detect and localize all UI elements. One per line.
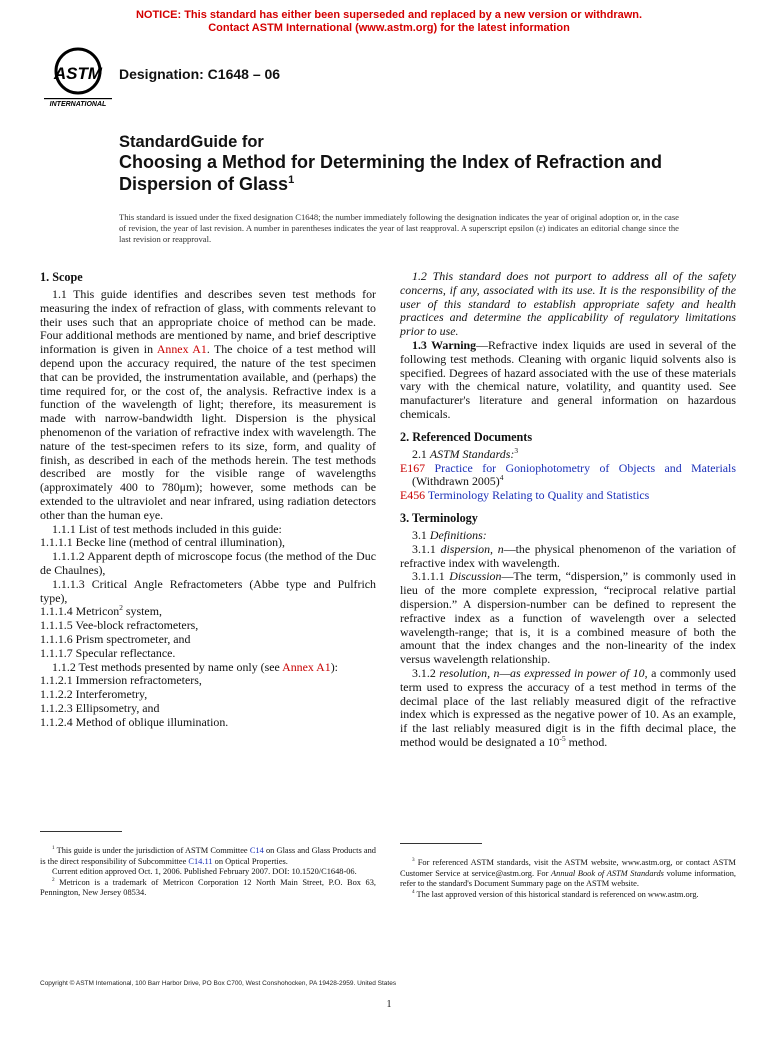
footnote-1-marker: 1 — [52, 845, 55, 852]
supersede-notice — [0, 9, 778, 34]
p311-term: dispersion, n — [440, 541, 504, 556]
footnote-3-marker: 3 — [412, 857, 415, 864]
fn1-text-c: on Optical Properties. — [212, 856, 288, 866]
list-item: 1.1.2.4 Method of oblique illumination. — [40, 714, 229, 729]
paragraph-3-1-1 — [400, 543, 736, 571]
paragraph-1-1-2 — [40, 661, 376, 675]
reference-title-link[interactable]: Terminology Relating to Quality and Statistics — [427, 488, 650, 503]
paragraph-3-1-1-1 — [400, 570, 736, 667]
item4-suffix: system, — [122, 604, 162, 619]
p21-label: 2.1 — [412, 446, 427, 461]
list-item: 1.1.2.2 Interferometry, — [40, 687, 148, 702]
item4-text: 1.1.1.4 Metricon — [40, 604, 120, 619]
footnote-ref-4[interactable]: 4 — [499, 473, 504, 483]
fn2-text: Metricon is a trademark of Metricon Corporation 12 North Main Street, P.O. Box 63, Pennington, New Jersey 08534. — [40, 877, 376, 897]
paragraph-3-1 — [400, 529, 736, 543]
footnotes-right — [400, 858, 736, 900]
astm-logo — [44, 46, 112, 108]
title-main — [119, 152, 719, 195]
fn3-text-b: volume information, refer to the standard's Document Summary page on the ASTM website. — [400, 868, 736, 888]
right-column — [400, 270, 736, 750]
paragraph-2-1 — [400, 445, 736, 462]
fn3-text-a: For referenced ASTM standards, visit the ASTM website, www.astm.org, or contact ASTM Customer Service at service@astm.org. For — [400, 858, 736, 878]
p311-label: 3.1.1 — [412, 541, 436, 556]
reference-suffix: (Withdrawn 2005) — [412, 474, 500, 489]
p112-text: 1.1.2 Test methods presented by name only (see — [52, 659, 280, 674]
title-main-text: Choosing a Method for Determining the Index of Refraction and Dispersion of Glass — [119, 152, 663, 194]
section-heading-scope: 1. Scope — [40, 270, 83, 284]
p312-text: , a commonly used term used to express the accuracy of a test method in terms of the decimal place of the last reliably measured digit of the refractive index which is expressed as the negative power of 10. As an example, if the last reliably measured digit is in the fifth decimal place, the method would be designated a 10 — [400, 665, 736, 749]
fn1-text-b: on Glass and Glass Products and is the direct responsibility of Subcommittee — [40, 846, 376, 866]
footnote-4 — [400, 890, 736, 901]
list-item: 1.1.1.7 Specular reflectance. — [40, 645, 176, 660]
logo-text: ASTM — [53, 64, 103, 83]
warning-text: —Refractive index liquids are used in several of the following test methods. Cleaning with organic liquid solvents also is specified. Degrees of hazard associated with the use of these materials vary with the chemical nature, volatility, and quantity used. See manufacturer's literature and general information on hazardous chemicals. — [400, 337, 736, 421]
title-footnote-ref[interactable]: 1 — [288, 173, 295, 186]
list-item: 1.1.1.1 Becke line (method of central illumination), — [40, 535, 286, 550]
paragraph-1-1 — [40, 288, 376, 523]
p312-label: 3.1.2 — [412, 665, 436, 680]
annex-a1-link[interactable]: Annex A1 — [156, 342, 207, 357]
paragraph-1-2 — [400, 270, 736, 339]
safety-statement: 1.2 This standard does not purport to address all of the safety concerns, if any, associated with its use. It is the responsibility of the user of this standard to establish appropriate safety and health practices and determine the applicability of regulatory limitations prior to use. — [400, 269, 736, 339]
footnote-rule-right — [400, 843, 482, 844]
list-item: 1.1.1.3 Critical Angle Refractometers (Abbe type and Pulfrich type), — [40, 576, 376, 605]
list-item: 1.1.2.1 Immersion refractometers, — [40, 673, 202, 688]
reference-item — [400, 489, 736, 503]
list-item — [40, 605, 376, 619]
p311-text: —the physical phenomenon of the variation of refractive index with wavelength. — [400, 541, 736, 570]
section-heading-referenced: 2. Referenced Documents — [400, 429, 533, 444]
footnote-1 — [40, 846, 376, 867]
p31-italic: Definitions: — [429, 527, 487, 542]
page-number: 1 — [386, 999, 392, 1010]
list-item: 1.1.1.5 Vee-block refractometers, — [40, 618, 199, 633]
paragraph-1-3 — [400, 339, 736, 422]
reference-item — [400, 462, 736, 490]
copyright-footer: Copyright © ASTM International, 100 Barr Harbor Drive, PO Box C700, West Conshohocken, PA 19428-2959. United States — [40, 980, 397, 987]
section-heading-terminology: 3. Terminology — [400, 510, 478, 525]
logo-subtext: INTERNATIONAL — [49, 101, 107, 108]
edition-note: Current edition approved Oct. 1, 2006. Published February 2007. DOI: 10.1520/C1648-06. — [52, 867, 357, 876]
footnote-rule-left — [40, 831, 122, 832]
p31-label: 3.1 — [412, 527, 427, 542]
footnote-4-marker: 4 — [412, 888, 415, 895]
p312-exponent: -5 — [559, 733, 566, 743]
p312-term: resolution, n—as expressed in power of 10 — [439, 665, 645, 680]
reference-code-link[interactable]: E167 — [400, 460, 426, 475]
fn4-text: The last approved version of this historical standard is referenced on www.astm.org. — [414, 889, 699, 899]
fn3-italic: Annual Book of ASTM Standards — [551, 868, 664, 878]
left-column — [40, 270, 376, 730]
footnote-ref-2[interactable]: 2 — [119, 603, 123, 613]
notice-line-2: Contact ASTM International (www.astm.org) for the latest information — [208, 21, 570, 34]
reference-code-link[interactable]: E456 — [400, 488, 426, 503]
committee-c14-link[interactable]: C14 — [249, 846, 264, 855]
subcommittee-link[interactable]: C14.11 — [188, 856, 213, 866]
list-item: 1.1.1.2 Apparent depth of microscope focus (the method of the Duc de Chaulnes), — [40, 549, 376, 577]
title-prefix: StandardGuide for — [119, 133, 264, 151]
footnote-3 — [400, 858, 736, 890]
p3111-label: 3.1.1.1 — [412, 569, 445, 584]
notice-line-1: NOTICE: This standard has either been superseded and replaced by a new version or withdrawn. — [135, 9, 643, 21]
footnotes-left — [40, 846, 376, 899]
document-title — [119, 133, 719, 195]
issuance-statement: This standard is issued under the fixed designation C1648; the number immediately following the designation indicates the year of original adoption or, in the case of revision, the year of last revision. A number in parentheses indicates the year of last reapproval. A superscript epsilon (ε) indicates an editorial change since the last revision or reapproval. — [119, 212, 679, 244]
footnote-ref-3[interactable]: 3 — [514, 445, 518, 455]
list-intro: 1.1.1 List of test methods included in this guide: — [52, 521, 282, 536]
p112-suffix: ): — [330, 659, 338, 674]
paragraph-3-1-2 — [400, 667, 736, 750]
list-item: 1.1.1.6 Prism spectrometer, and — [40, 631, 191, 646]
list-item: 1.1.2.3 Ellipsometry, and — [40, 700, 160, 715]
p3111-text: —The term, “dispersion,” is commonly used in lieu of the more complete expression, “reciprocal relative partial dispersion.” A dispersion-number can be defined to represent the refractive index as a function of wavelength over a selected wavelength-range; that is, it is a combined measure of both the amount that the index changes and the non-linearity of the index versus wavelength relationship. — [400, 569, 736, 667]
p312-end: method. — [565, 734, 608, 749]
reference-title-link[interactable]: Practice for Goniophotometry of Objects and Materials — [434, 460, 736, 475]
p11-text-a: 1.1 This guide identifies and describes seven test methods for measuring the index of refraction of glass, with comments relevant to their uses such that an appropriate choice of method can be made. Four additional methods are mentioned by name, and brief descriptive information is given in — [40, 287, 376, 357]
p11-text-b: . The choice of a test method will depend upon the accuracy required, the nature of the test specimen that can be provided, the instrumentation available, and (perhaps) the time required for, or the cost of, the analysis. Refractive index is a function of the wavelength of light; therefore, its measurement is made with narrow-bandwidth light. Dispersion is the physical phenomenon of the variation of refractive index with wavelength. The nature of the test-specimen refers to its size, form, and quality of finish, as described in each of the methods herein. The test methods described are mostly for the visible range of wavelengths (approximately 400 to 780μm); however, some methods can be extended to the ultraviolet and near infrared, using radiation detectors other than the human eye. — [40, 342, 376, 522]
p21-italic: ASTM Standards: — [429, 446, 515, 461]
footnote-2-marker: 2 — [52, 876, 55, 883]
p3111-term: Discussion — [449, 569, 502, 584]
warning-label: 1.3 Warning — [412, 337, 477, 352]
designation: Designation: C1648 – 06 — [119, 66, 281, 82]
fn1-text-a: This guide is under the jurisdiction of ASTM Committee — [54, 846, 250, 855]
footnote-2 — [40, 878, 376, 899]
annex-a1-link[interactable]: Annex A1 — [282, 659, 331, 674]
